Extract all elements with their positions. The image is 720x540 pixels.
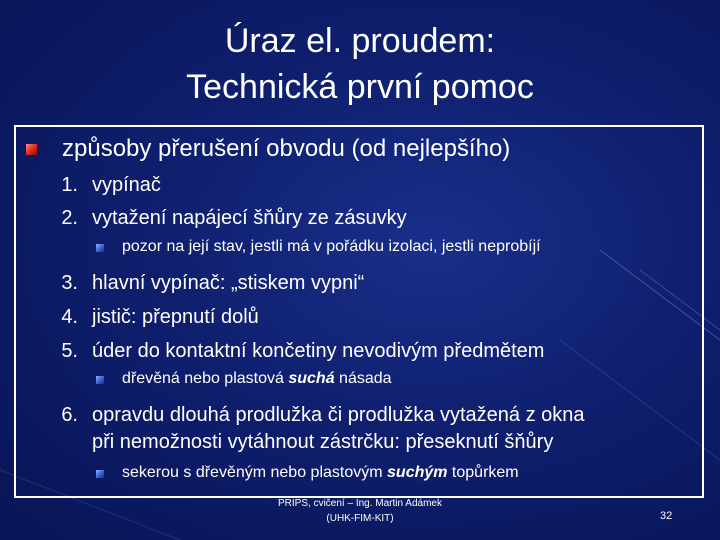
list-item: opravdu dlouhá prodlužka či prodlužka vytažená z okna [92,404,585,426]
sub-list-item: sekerou s dřevěným nebo plastovým suchým topůrkem [122,464,519,481]
list-item-continuation: při nemožnosti vytáhnout zástrčku: přeseknutí šňůry [92,431,554,453]
slide-title-line2: Technická první pomoc [186,68,534,106]
list-number: 3. [61,272,78,294]
list-item: vytažení napájecí šňůry ze zásuvky [92,207,407,229]
list-item: hlavní vypínač: „stiskem vypni“ [92,272,365,294]
list-number: 4. [61,306,78,328]
slide-title [0,18,720,110]
list-number: 2. [61,207,78,229]
slide-title-line1: Úraz el. proudem: [224,22,496,60]
main-heading: způsoby přerušení obvodu (od nejlepšího) [62,135,511,162]
list-number: 1. [61,174,78,196]
slide-footer [255,496,465,526]
blue-square-bullet-icon [96,376,104,384]
sub-list-item: dřevěná nebo plastová suchá násada [122,370,392,387]
list-item: vypínač [92,174,161,196]
page-number: 32 [660,510,673,522]
blue-square-bullet-icon [96,244,104,252]
list-item: úder do kontaktní končetiny nevodivým předmětem [92,340,545,362]
blue-square-bullet-icon [96,470,104,478]
sub-list-item: pozor na její stav, jestli má v pořádku izolaci, jestli neprobíjí [122,238,541,255]
emphasis-text: suchá [288,370,335,387]
footer-institution: (UHK-FIM-KIT) [326,513,394,524]
footer-author: PRIPS, cvičení – Ing. Martin Adámek [278,498,442,509]
list-number: 6. [61,404,78,426]
list-item: jistič: přepnutí dolů [92,306,259,328]
list-number: 5. [61,340,78,362]
emphasis-text: suchým [387,464,448,481]
red-square-bullet-icon [26,144,37,155]
